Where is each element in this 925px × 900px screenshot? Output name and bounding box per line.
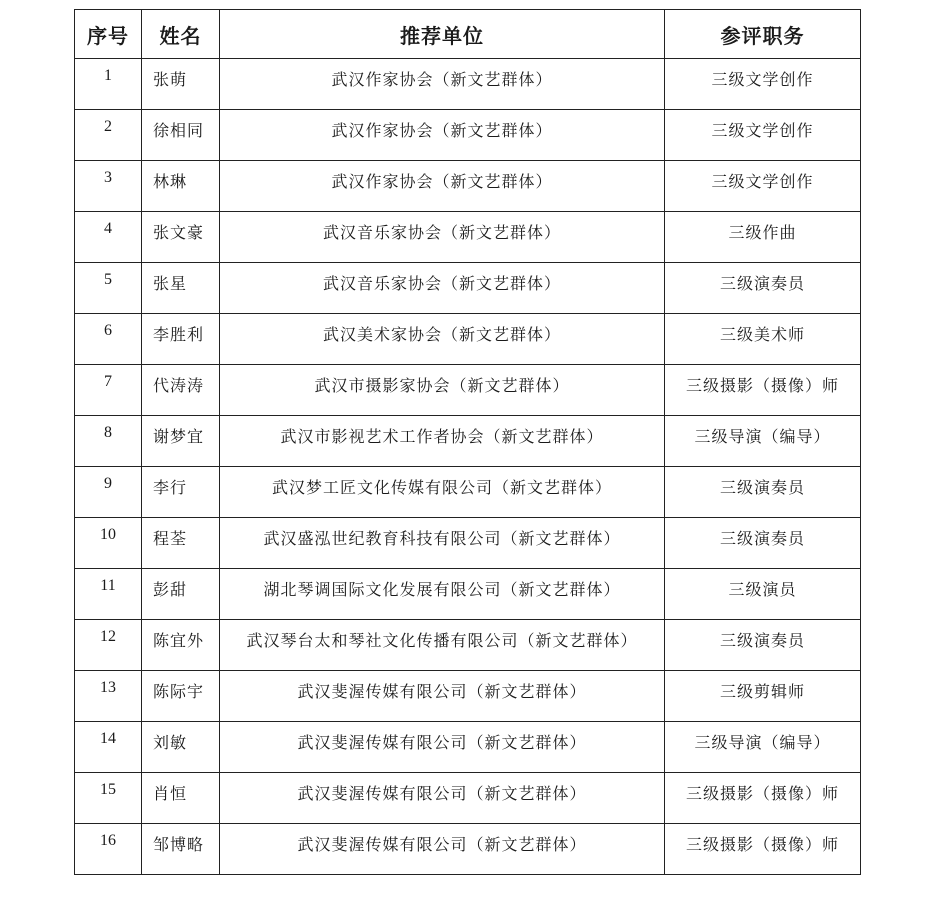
recommendation-table [74, 9, 861, 875]
cell-recommending-unit: 武汉美术家协会（新文艺群体） [220, 314, 665, 365]
table-row [75, 518, 861, 569]
cell-evaluated-position: 三级演奏员 [665, 467, 861, 518]
cell-recommending-unit: 武汉斐渥传媒有限公司（新文艺群体） [220, 671, 665, 722]
cell-serial-number: 11 [75, 569, 142, 620]
cell-recommending-unit: 武汉琴台太和琴社文化传播有限公司（新文艺群体） [220, 620, 665, 671]
table-header [75, 10, 861, 59]
cell-name: 张萌 [142, 59, 220, 110]
cell-serial-number: 3 [75, 161, 142, 212]
cell-name: 张星 [142, 263, 220, 314]
cell-serial-number: 16 [75, 824, 142, 875]
cell-name: 肖恒 [142, 773, 220, 824]
cell-serial-number: 9 [75, 467, 142, 518]
cell-name: 陈际宇 [142, 671, 220, 722]
table-row [75, 59, 861, 110]
cell-name: 代涛涛 [142, 365, 220, 416]
table-row [75, 569, 861, 620]
cell-name: 徐相同 [142, 110, 220, 161]
cell-serial-number: 7 [75, 365, 142, 416]
cell-recommending-unit: 武汉梦工匠文化传媒有限公司（新文艺群体） [220, 467, 665, 518]
cell-evaluated-position: 三级摄影（摄像）师 [665, 773, 861, 824]
table-row [75, 722, 861, 773]
cell-evaluated-position: 三级文学创作 [665, 161, 861, 212]
cell-name: 陈宜外 [142, 620, 220, 671]
cell-evaluated-position: 三级导演（编导） [665, 722, 861, 773]
header-serial-number: 序号 [75, 10, 142, 59]
cell-name: 林琳 [142, 161, 220, 212]
cell-evaluated-position: 三级摄影（摄像）师 [665, 365, 861, 416]
cell-recommending-unit: 武汉作家协会（新文艺群体） [220, 161, 665, 212]
cell-evaluated-position: 三级演奏员 [665, 620, 861, 671]
header-name: 姓名 [142, 10, 220, 59]
cell-name: 彭甜 [142, 569, 220, 620]
cell-evaluated-position: 三级演员 [665, 569, 861, 620]
cell-recommending-unit: 武汉斐渥传媒有限公司（新文艺群体） [220, 824, 665, 875]
cell-evaluated-position: 三级演奏员 [665, 263, 861, 314]
cell-serial-number: 8 [75, 416, 142, 467]
table-row [75, 314, 861, 365]
table-row [75, 773, 861, 824]
cell-recommending-unit: 武汉音乐家协会（新文艺群体） [220, 263, 665, 314]
cell-serial-number: 4 [75, 212, 142, 263]
cell-name: 谢梦宜 [142, 416, 220, 467]
table-row [75, 824, 861, 875]
cell-evaluated-position: 三级摄影（摄像）师 [665, 824, 861, 875]
cell-recommending-unit: 武汉斐渥传媒有限公司（新文艺群体） [220, 722, 665, 773]
table-row [75, 110, 861, 161]
table-row [75, 161, 861, 212]
cell-serial-number: 14 [75, 722, 142, 773]
table-row [75, 212, 861, 263]
table-row [75, 620, 861, 671]
cell-serial-number: 10 [75, 518, 142, 569]
cell-recommending-unit: 武汉音乐家协会（新文艺群体） [220, 212, 665, 263]
cell-evaluated-position: 三级导演（编导） [665, 416, 861, 467]
table-row [75, 416, 861, 467]
cell-name: 程荃 [142, 518, 220, 569]
cell-name: 李胜利 [142, 314, 220, 365]
cell-recommending-unit: 武汉斐渥传媒有限公司（新文艺群体） [220, 773, 665, 824]
cell-evaluated-position: 三级作曲 [665, 212, 861, 263]
cell-serial-number: 1 [75, 59, 142, 110]
header-row [75, 10, 861, 59]
table-body [75, 59, 861, 875]
cell-name: 李行 [142, 467, 220, 518]
cell-recommending-unit: 武汉作家协会（新文艺群体） [220, 110, 665, 161]
cell-serial-number: 15 [75, 773, 142, 824]
cell-evaluated-position: 三级文学创作 [665, 110, 861, 161]
cell-evaluated-position: 三级演奏员 [665, 518, 861, 569]
cell-serial-number: 5 [75, 263, 142, 314]
table-row [75, 467, 861, 518]
cell-recommending-unit: 武汉市摄影家协会（新文艺群体） [220, 365, 665, 416]
cell-serial-number: 13 [75, 671, 142, 722]
cell-evaluated-position: 三级文学创作 [665, 59, 861, 110]
table-row [75, 365, 861, 416]
cell-name: 张文豪 [142, 212, 220, 263]
cell-recommending-unit: 武汉市影视艺术工作者协会（新文艺群体） [220, 416, 665, 467]
cell-evaluated-position: 三级美术师 [665, 314, 861, 365]
cell-serial-number: 2 [75, 110, 142, 161]
cell-recommending-unit: 湖北琴调国际文化发展有限公司（新文艺群体） [220, 569, 665, 620]
header-recommending-unit: 推荐单位 [220, 10, 665, 59]
cell-name: 邹博略 [142, 824, 220, 875]
table-row [75, 263, 861, 314]
cell-recommending-unit: 武汉作家协会（新文艺群体） [220, 59, 665, 110]
cell-recommending-unit: 武汉盛泓世纪教育科技有限公司（新文艺群体） [220, 518, 665, 569]
header-evaluated-position: 参评职务 [665, 10, 861, 59]
cell-name: 刘敏 [142, 722, 220, 773]
cell-serial-number: 12 [75, 620, 142, 671]
table-row [75, 671, 861, 722]
cell-serial-number: 6 [75, 314, 142, 365]
cell-evaluated-position: 三级剪辑师 [665, 671, 861, 722]
